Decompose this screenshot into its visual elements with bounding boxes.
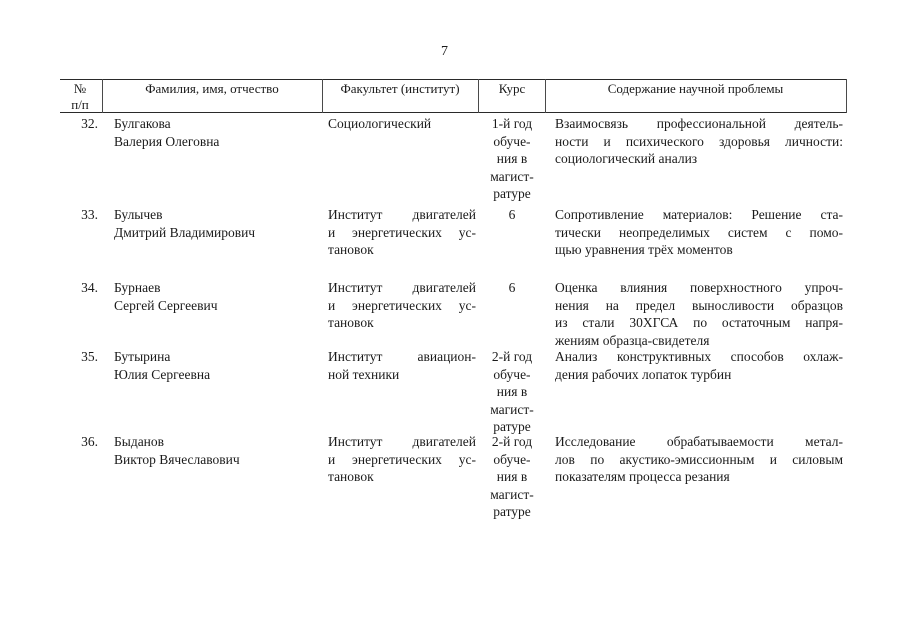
header-course: Курс bbox=[498, 81, 526, 96]
row-faculty: Институт двигателей и энергетических ус- тановок bbox=[328, 434, 476, 484]
row-num: 32. bbox=[81, 116, 98, 131]
header-separator-5 bbox=[846, 79, 847, 113]
row-problem: Оценка влияния поверхностного упроч- нения на предел выносливости образцов из стали 30ХГСА по остаточным напря- жениям образца-свидетеля bbox=[555, 280, 843, 348]
row-problem: Исследование обрабатываемости метал- лов по акустико-эмиссионным и силовым показателям процесса резания bbox=[555, 434, 843, 484]
header-problem: Содержание научной проблемы bbox=[607, 81, 784, 96]
header-separator-4 bbox=[545, 79, 546, 113]
row-faculty: Институт двигателей и энергетических ус- тановок bbox=[328, 207, 476, 257]
header-separator-3 bbox=[478, 79, 479, 113]
table-header-top-border bbox=[60, 79, 846, 80]
row-course: 2-й год обуче- ния в магист- ратуре bbox=[490, 349, 534, 434]
row-num: 36. bbox=[81, 434, 98, 449]
row-num: 34. bbox=[81, 280, 98, 295]
row-name: Быданов Виктор Вячеславович bbox=[114, 434, 240, 467]
header-name: Фамилия, имя, отчество bbox=[145, 81, 279, 96]
row-name: Бутырина Юлия Сергеевна bbox=[114, 349, 211, 382]
row-name: Булгакова Валерия Олеговна bbox=[114, 116, 220, 149]
page-number: 7 bbox=[441, 44, 448, 59]
row-problem: Взаимосвязь профессиональной деятель- ности и психического здоровья личности: социологический анализ bbox=[555, 116, 843, 166]
row-name: Булычев Дмитрий Владимирович bbox=[114, 207, 256, 240]
row-course: 6 bbox=[508, 280, 516, 295]
header-separator-2 bbox=[322, 79, 323, 113]
table-header-bottom-border bbox=[60, 112, 846, 113]
row-faculty: Институт двигателей и энергетических ус- тановок bbox=[328, 280, 476, 330]
row-name: Бурнаев Сергей Сергеевич bbox=[114, 280, 218, 313]
row-num: 33. bbox=[81, 207, 98, 222]
header-num: № п/п bbox=[71, 81, 89, 112]
row-problem: Анализ конструктивных способов охлаж- дения рабочих лопаток турбин bbox=[555, 349, 843, 382]
row-faculty: Социологический bbox=[328, 116, 432, 131]
header-faculty: Факультет (институт) bbox=[340, 81, 460, 96]
header-separator-1 bbox=[102, 79, 103, 113]
row-course: 1-й год обуче- ния в магист- ратуре bbox=[490, 116, 534, 201]
row-course: 2-й год обуче- ния в магист- ратуре bbox=[490, 434, 534, 519]
row-problem: Сопротивление материалов: Решение ста- тически неопределимых систем с помо- щью уравнения трёх моментов bbox=[555, 207, 843, 257]
row-num: 35. bbox=[81, 349, 98, 364]
row-course: 6 bbox=[508, 207, 516, 222]
row-faculty: Институт авиацион- ной техники bbox=[328, 349, 476, 382]
